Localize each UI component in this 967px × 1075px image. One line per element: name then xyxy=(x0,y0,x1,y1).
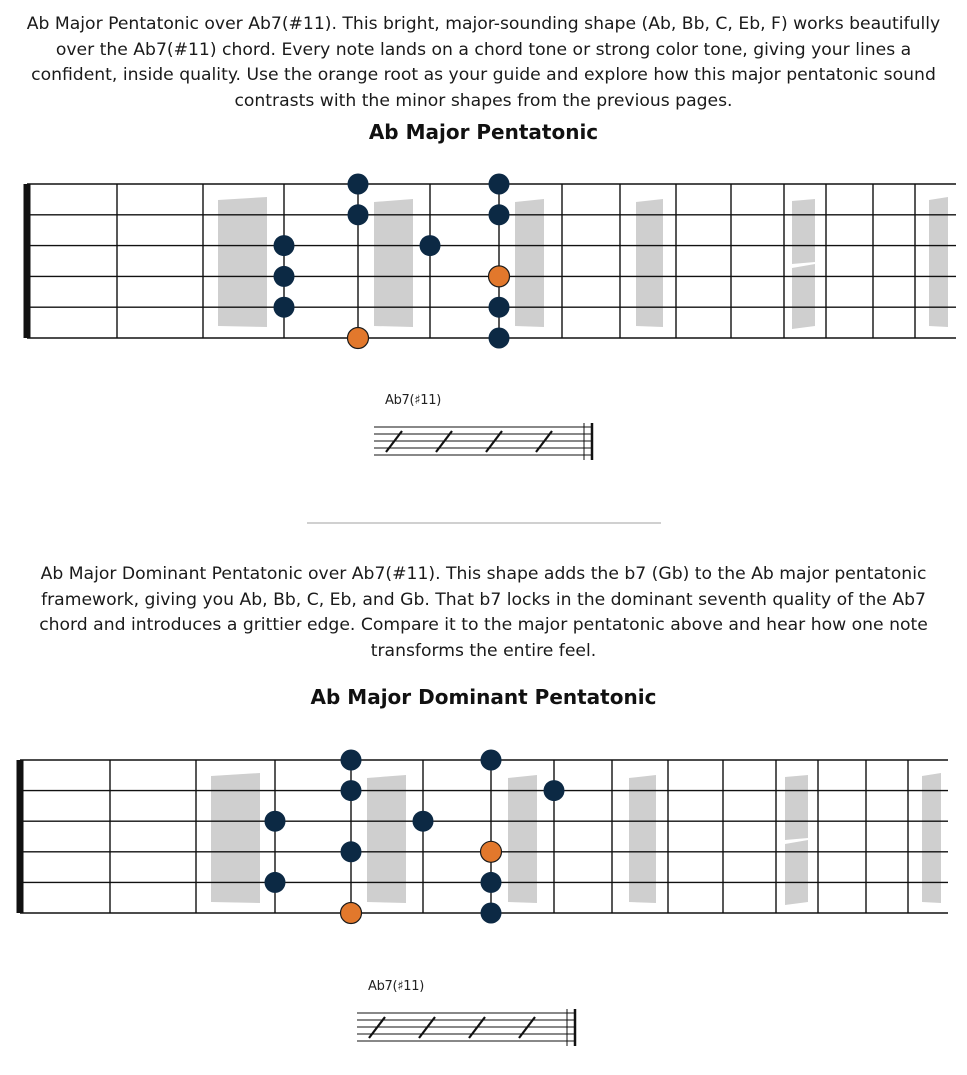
section2-description: Ab Major Dominant Pentatonic over Ab7(#11). This shape adds the b7 (Gb) to the Ab major pentatonic framework, giving you Ab, Bb, C, Eb, and Gb. That b7 locks in the dominant seventh quality of the Ab7 chord and introduces a grittier edge. Compare it to the major pentatonic above and hear how one note transforms the entire feel. xyxy=(39,564,928,661)
section2-chord-label: Ab7(♯11) xyxy=(368,979,424,994)
scale-note-dot xyxy=(265,811,286,832)
scale-note-dot xyxy=(544,780,565,801)
fret-marker xyxy=(922,773,941,903)
section1-title: Ab Major Pentatonic xyxy=(368,120,599,144)
fret-marker xyxy=(508,775,537,903)
scale-note-dot xyxy=(341,841,362,862)
fret-marker xyxy=(211,773,260,903)
fret-marker xyxy=(367,775,406,903)
scale-note-dot xyxy=(481,750,502,771)
root-note-dot xyxy=(481,841,502,862)
scale-note-dot xyxy=(481,903,502,924)
scale-note-dot xyxy=(265,872,286,893)
section1-chord-label: Ab7(♯11) xyxy=(385,393,441,408)
section2-rhythm-staff xyxy=(355,1006,580,1051)
fret-marker xyxy=(785,840,808,905)
section2-title: Ab Major Dominant Pentatonic xyxy=(310,685,657,709)
scale-note-dot xyxy=(481,872,502,893)
root-note-dot xyxy=(341,903,362,924)
scale-note-dot xyxy=(341,750,362,771)
fret-marker xyxy=(629,775,656,903)
scale-note-dot xyxy=(341,780,362,801)
section1-description: Ab Major Pentatonic over Ab7(#11). This bright, major-sounding shape (Ab, Bb, C, Eb, F) works beautifully over the Ab7(#11) chord. Every note lands on a chord tone or strong color tone, giving your lines a confident, inside quality. Use the orange root as your guide and explore how this major pentatonic sound contrasts with the minor shapes from the previous pages. xyxy=(26,14,941,111)
scale-note-dot xyxy=(413,811,434,832)
fret-marker xyxy=(785,775,808,840)
